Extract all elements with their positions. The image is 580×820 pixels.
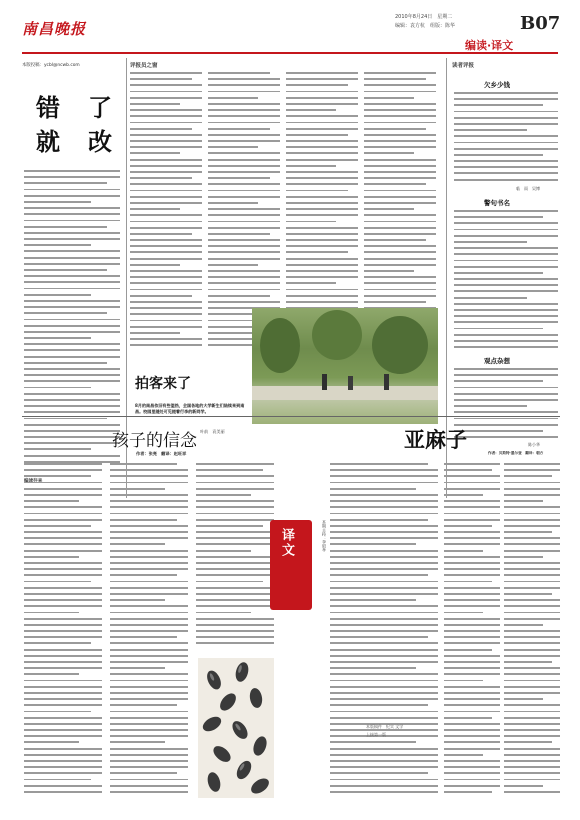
story1-col-3	[196, 463, 274, 653]
item3-title: 观点杂想	[484, 357, 510, 365]
photo-tree-1	[260, 318, 300, 373]
section-divider	[22, 416, 560, 417]
item2-text	[454, 210, 558, 352]
item1-text	[454, 92, 558, 188]
story2-col-d	[504, 463, 560, 803]
story1-byline: 作者：张亮 翻译：赵旺祥	[136, 451, 187, 456]
item2-title: 警句书名	[484, 199, 510, 207]
story-flax	[366, 420, 560, 805]
story-childs-belief	[22, 420, 278, 805]
photo-path	[252, 386, 438, 400]
section-title: 编读·译文	[465, 39, 514, 52]
date-line: 2010年8月24日 星期二	[395, 14, 453, 20]
item1-sign: 临 雨 吴博	[516, 186, 540, 191]
photo-person-2	[348, 376, 353, 390]
stamp-subtitle: 本期主持：李昭孝	[322, 520, 327, 552]
story1-title: 孩子的信念	[112, 431, 197, 451]
story-credit: 本版稿件 纪实 文学	[366, 724, 404, 729]
seeds-image	[198, 658, 274, 798]
flax-seeds-illustration	[198, 658, 274, 798]
page-code: B07	[520, 13, 561, 34]
newspaper-logo: 南昌晚报	[22, 20, 87, 38]
campus-photo	[252, 308, 438, 424]
photo-tree-3	[372, 316, 428, 374]
reviewer-col-1	[130, 72, 202, 355]
photo-person-3	[384, 374, 389, 390]
story2-byline: 作者：贝斯特·墨尔登 翻译：朝方	[488, 451, 544, 455]
masthead-rule	[22, 52, 558, 54]
story2-col-c	[444, 463, 500, 803]
contact-kicker: 本版投稿：ycbl@ncwb.com	[22, 63, 80, 68]
reader-review-heading: 读者评报	[452, 63, 475, 69]
photo-caption-credit: 叶前 袁美丽	[200, 429, 225, 434]
story2-col-b	[366, 463, 438, 803]
translation-stamp	[270, 520, 312, 610]
item1-title: 欠乡少钱	[484, 81, 510, 89]
reviewer-heading: 评报员之窗	[130, 63, 158, 69]
photo-caption-title: 拍客来了	[135, 376, 191, 392]
headline-errors: 错 了	[36, 93, 114, 122]
photo-tree-2	[312, 310, 362, 360]
story2-title: 亚麻子	[404, 427, 467, 452]
story1-col-2	[110, 463, 188, 803]
masthead	[0, 0, 580, 54]
editor-line: 编辑：袁方杭 组版：陈华	[395, 23, 456, 29]
headline-correct: 就 改	[36, 127, 114, 156]
photo-person-1	[322, 374, 327, 390]
photo-caption-text: 8月的南昌依旧有些湿热，全国各地的大学新生们陆续来到南昌。校园里随处可见提着行李的新同学。	[135, 403, 245, 414]
story1-col-1	[24, 463, 102, 803]
story-footer: 上接第一版	[366, 732, 386, 737]
item3-sign: 陈小华	[524, 442, 540, 447]
stamp-label: 译文	[279, 528, 294, 558]
